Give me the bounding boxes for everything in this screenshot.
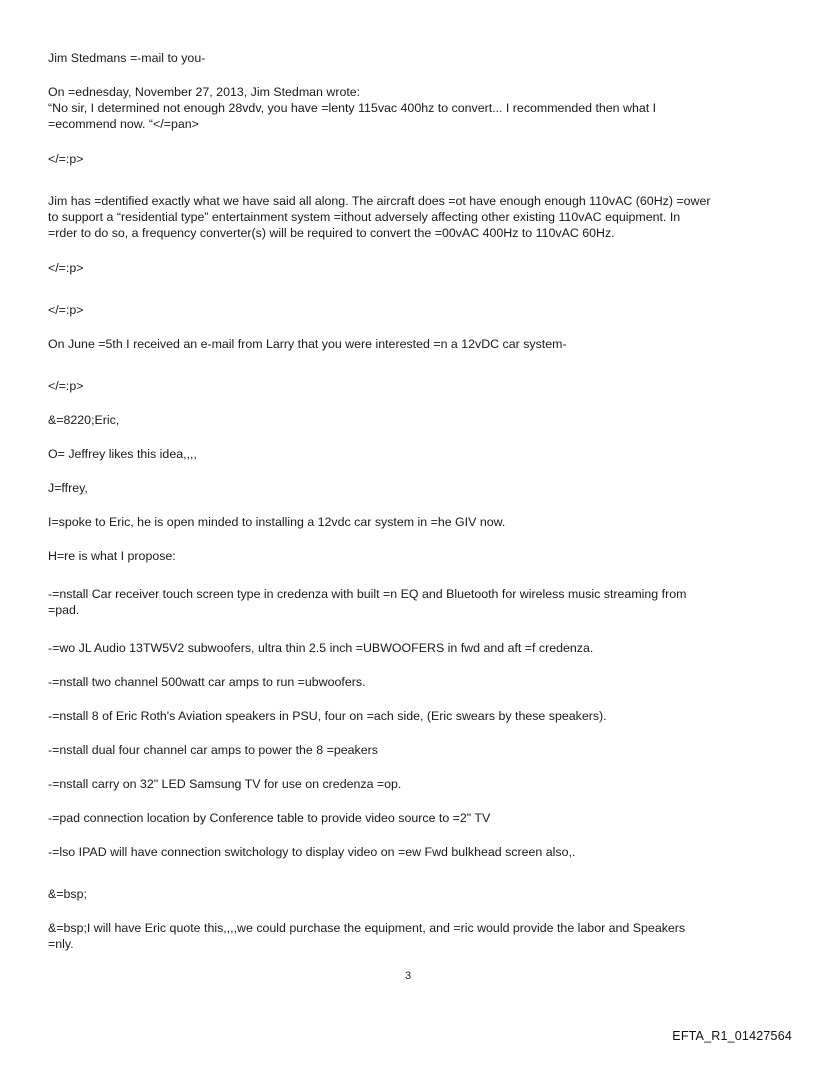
text-line: =pad. bbox=[48, 603, 80, 617]
text-line: -=nstall dual four channel car amps to power the 8 =peakers bbox=[48, 743, 378, 757]
paragraph bbox=[48, 446, 778, 462]
paragraph bbox=[48, 674, 778, 690]
paragraph bbox=[48, 193, 778, 241]
paragraph bbox=[48, 548, 778, 564]
text-line: -=pad connection location by Conference table to provide video source to =2" TV bbox=[48, 811, 491, 825]
paragraph bbox=[48, 886, 778, 902]
paragraph bbox=[48, 260, 778, 276]
text-line: Jim Stedmans =-mail to you- bbox=[48, 51, 206, 65]
paragraph bbox=[48, 378, 778, 394]
page-number: 3 bbox=[404, 970, 412, 982]
document-id: EFTA_R1_01427564 bbox=[672, 1029, 792, 1043]
text-line: </=:p> bbox=[48, 303, 84, 317]
paragraph bbox=[48, 586, 778, 618]
text-line: I=spoke to Eric, he is open minded to installing a 12vdc car system in =he GIV now. bbox=[48, 515, 506, 529]
paragraph bbox=[48, 336, 778, 352]
text-line: Jim has =dentified exactly what we have said all along. The aircraft does =ot have enough enough 110vAC (60Hz) =ower bbox=[48, 194, 711, 208]
paragraph bbox=[48, 708, 778, 724]
paragraph bbox=[48, 84, 778, 132]
text-line: </=:p> bbox=[48, 152, 84, 166]
text-line: =ecommend now. “</=pan> bbox=[48, 117, 199, 131]
paragraph bbox=[48, 844, 778, 860]
text-line: </=:p> bbox=[48, 261, 84, 275]
text-line: “No sir, I determined not enough 28vdv, you have =lenty 115vac 400hz to convert... I recommended then what I bbox=[48, 101, 657, 115]
text-line: On June =5th I received an e-mail from Larry that you were interested =n a 12vDC car system- bbox=[48, 337, 567, 351]
paragraph bbox=[48, 480, 778, 496]
paragraph bbox=[48, 776, 778, 792]
paragraph bbox=[48, 640, 778, 656]
text-line: &=8220;Eric, bbox=[48, 413, 120, 427]
text-line: -=nstall 8 of Eric Roth's Aviation speakers in PSU, four on =ach side, (Eric swears by these speakers). bbox=[48, 709, 607, 723]
text-line: =rder to do so, a frequency converter(s) will be required to convert the =00vAC 400Hz to 110vAC 60Hz. bbox=[48, 226, 615, 240]
paragraph bbox=[48, 742, 778, 758]
text-line: &=bsp;I will have Eric quote this,,,,we could purchase the equipment, and =ric would provide the labor and Speakers bbox=[48, 921, 686, 935]
text-line: -=nstall two channel 500watt car amps to run =ubwoofers. bbox=[48, 675, 366, 689]
text-line: H=re is what I propose: bbox=[48, 549, 176, 563]
paragraph bbox=[48, 151, 778, 167]
text-line: -=nstall Car receiver touch screen type in credenza with built =n EQ and Bluetooth for wireless music streaming from bbox=[48, 587, 687, 601]
text-line: </=:p> bbox=[48, 379, 84, 393]
text-line: -=wo JL Audio 13TW5V2 subwoofers, ultra thin 2.5 inch =UBWOOFERS in fwd and aft =f credenza. bbox=[48, 641, 594, 655]
text-line: to support a “residential type” entertainment system =ithout adversely affecting other existing 110vAC equipment. In bbox=[48, 210, 681, 224]
text-line: =nly. bbox=[48, 937, 74, 951]
text-line: J=ffrey, bbox=[48, 481, 88, 495]
text-line: -=lso IPAD will have connection switchology to display video on =ew Fwd bulkhead screen also,. bbox=[48, 845, 576, 859]
text-line: -=nstall carry on 32" LED Samsung TV for use on credenza =op. bbox=[48, 777, 402, 791]
paragraph bbox=[48, 514, 778, 530]
paragraph bbox=[48, 412, 778, 428]
text-line: &=bsp; bbox=[48, 887, 87, 901]
paragraph bbox=[48, 50, 778, 66]
text-line: On =ednesday, November 27, 2013, Jim Stedman wrote: bbox=[48, 85, 361, 99]
paragraph bbox=[48, 302, 778, 318]
text-line: O= Jeffrey likes this idea,,,, bbox=[48, 447, 197, 461]
paragraph bbox=[48, 920, 778, 952]
paragraph bbox=[48, 810, 778, 826]
